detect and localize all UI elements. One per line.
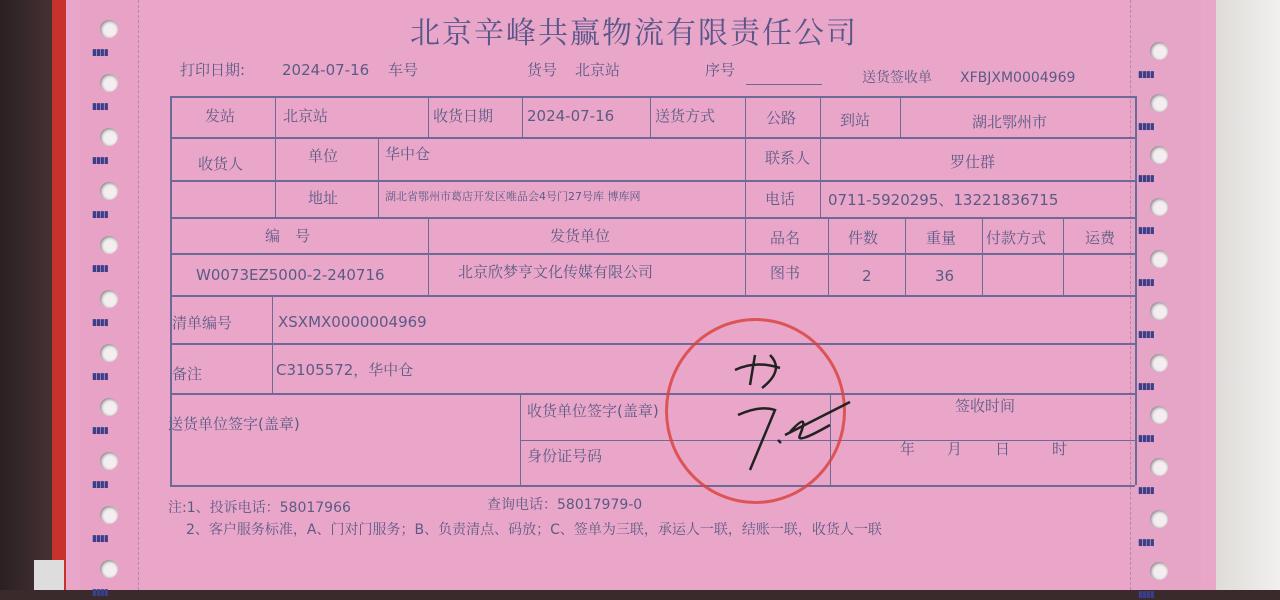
address-label: 地址	[308, 189, 339, 207]
background-left	[0, 0, 60, 590]
table-line	[275, 180, 1135, 181]
table-line	[650, 96, 651, 137]
table-line	[982, 217, 983, 295]
feed-hole	[100, 20, 118, 38]
table-line	[170, 393, 1135, 395]
perforation-mark: ▮▮▮▮	[92, 156, 108, 166]
note-service-standard: 2、客户服务标准，A、门对门服务；B、负责清点、码放；C、签单为三联，承运人一联，结账一联，收货人一联	[186, 522, 882, 538]
table-line	[428, 217, 429, 295]
receive-date-label: 收货日期	[433, 107, 494, 125]
feed-hole	[1150, 510, 1168, 528]
consignee-label: 收货人	[198, 155, 244, 173]
perforation-mark: ▮▮▮▮	[1138, 330, 1154, 340]
perforation-mark: ▮▮▮▮	[1138, 122, 1154, 132]
table-line	[170, 485, 1135, 487]
dest: 湖北鄂州市	[972, 113, 1048, 131]
table-line	[170, 96, 1135, 98]
perforation-mark: ▮▮▮▮	[92, 264, 108, 274]
perforation-mark: ▮▮▮▮	[92, 102, 108, 112]
goods-header-payment: 付款方式	[986, 229, 1047, 247]
time-unit-year: 年	[900, 440, 916, 458]
feed-hole	[100, 128, 118, 146]
phone: 0711-5920295、13221836715	[828, 191, 1059, 209]
goods-header-name: 品名	[770, 229, 801, 247]
perforation-mark: ▮▮▮▮	[1138, 590, 1154, 600]
table-line	[378, 137, 379, 217]
company-title: 北京辛峰共赢物流有限责任公司	[410, 16, 858, 51]
note-query-phone: 查询电话：58017979-0	[487, 497, 643, 513]
table-line	[272, 295, 273, 393]
perforation-mark: ▮▮▮▮	[1138, 70, 1154, 80]
feed-hole	[1150, 94, 1168, 112]
contact-label: 联系人	[765, 149, 811, 167]
perforation-mark: ▮▮▮▮	[92, 48, 108, 58]
feed-hole	[1150, 42, 1168, 60]
delivery-mode: 公路	[766, 109, 797, 127]
feed-hole	[1150, 458, 1168, 476]
serial-label: 序号	[705, 61, 736, 79]
contact: 罗仕群	[950, 153, 996, 171]
goods-header-number: 编 号	[265, 227, 311, 245]
table-line	[522, 96, 523, 137]
remark: C3105572，华中仓	[276, 361, 414, 379]
feed-hole	[1150, 146, 1168, 164]
table-line	[170, 137, 1135, 139]
goods-header-weight: 重量	[926, 229, 957, 247]
serial-underline	[746, 84, 822, 85]
goods-header-shipper: 发货单位	[550, 227, 611, 245]
perforation-mark: ▮▮▮▮	[92, 210, 108, 220]
tractor-feed-right	[1130, 0, 1201, 590]
feed-hole	[1150, 406, 1168, 424]
receipt-no: XFBJXM0004969	[960, 70, 1076, 86]
feed-hole	[100, 452, 118, 470]
table-line	[1135, 96, 1137, 485]
print-date-label: 打印日期:	[180, 61, 246, 79]
goods-name: 图书	[770, 264, 801, 282]
origin-label: 发站	[205, 107, 236, 125]
table-line	[1063, 217, 1064, 295]
goods-header-freight: 运费	[1085, 229, 1116, 247]
perforation-mark: ▮▮▮▮	[92, 480, 108, 490]
goods-shipper: 北京欣梦亨文化传媒有限公司	[458, 263, 654, 281]
table-line	[170, 253, 1135, 255]
table-line	[170, 343, 1135, 345]
perforation-mark: ▮▮▮▮	[1138, 226, 1154, 236]
time-unit-day: 日	[995, 440, 1011, 458]
sender-signature-label: 送货单位签字(盖章)	[168, 415, 300, 433]
feed-hole	[100, 398, 118, 416]
table-line	[170, 295, 1135, 297]
feed-hole	[100, 74, 118, 92]
feed-hole	[100, 344, 118, 362]
table-line	[275, 137, 276, 217]
perforation-mark: ▮▮▮▮	[1138, 278, 1154, 288]
receive-date: 2024-07-16	[527, 107, 615, 125]
origin: 北京站	[283, 107, 329, 125]
feed-hole	[100, 560, 118, 578]
table-line	[900, 96, 901, 137]
time-unit-hour: 时	[1052, 440, 1068, 458]
table-line	[745, 96, 746, 137]
unit: 华中仓	[385, 145, 431, 163]
perforation-mark: ▮▮▮▮	[1138, 382, 1154, 392]
feed-hole	[1150, 562, 1168, 580]
address: 湖北省鄂州市葛店开发区唯品会4号门27号库 博库网	[385, 190, 641, 203]
table-line	[745, 217, 746, 295]
feed-hole	[1150, 302, 1168, 320]
table-line	[905, 217, 906, 295]
goods-header-pieces: 件数	[848, 229, 879, 247]
goods-weight: 36	[935, 267, 955, 285]
perforation-mark: ▮▮▮▮	[1138, 174, 1154, 184]
delivery-mode-label: 送货方式	[655, 107, 716, 125]
print-date: 2024-07-16	[282, 61, 370, 79]
note-complaint-phone: 注:1、投诉电话：58017966	[168, 500, 351, 516]
feed-hole	[1150, 198, 1168, 216]
feed-hole	[100, 182, 118, 200]
list-no: XSXMX0000004969	[278, 313, 427, 331]
phone-label: 电话	[765, 190, 796, 208]
cargo-no-label: 货号	[527, 61, 558, 79]
perforation-mark: ▮▮▮▮	[92, 318, 108, 328]
table-line	[428, 96, 429, 137]
list-no-label: 清单编号	[172, 314, 233, 332]
goods-number: W0073EZ5000-2-240716	[196, 266, 385, 284]
table-line	[520, 393, 521, 485]
perforation-mark: ▮▮▮▮	[92, 372, 108, 382]
feed-hole	[100, 506, 118, 524]
feed-hole	[100, 290, 118, 308]
goods-pieces: 2	[862, 267, 872, 285]
table-line	[828, 217, 829, 295]
unit-label: 单位	[308, 147, 339, 165]
sign-time-label: 签收时间	[955, 397, 1016, 415]
cargo-no: 北京站	[575, 61, 621, 79]
feed-hole	[1150, 354, 1168, 372]
id-number-label: 身份证号码	[527, 447, 603, 465]
table-line	[820, 96, 821, 137]
perforation-mark: ▮▮▮▮	[1138, 486, 1154, 496]
remark-label: 备注	[172, 365, 203, 383]
table-line	[170, 217, 1135, 219]
feed-hole	[100, 236, 118, 254]
receiver-signature-label: 收货单位签字(盖章)	[527, 402, 659, 420]
table-line	[820, 137, 821, 217]
perforation-mark: ▮▮▮▮	[1138, 538, 1154, 548]
white-corner	[34, 560, 64, 590]
time-unit-month: 月	[947, 440, 963, 458]
handwritten-signature	[700, 340, 870, 480]
table-line	[275, 96, 276, 137]
perforation-mark: ▮▮▮▮	[92, 588, 108, 598]
perforation-mark: ▮▮▮▮	[92, 426, 108, 436]
feed-hole	[1150, 250, 1168, 268]
dest-label: 到站	[840, 111, 871, 129]
table-line	[745, 137, 746, 217]
perforation-mark: ▮▮▮▮	[1138, 434, 1154, 444]
receipt-label: 送货签收单	[862, 70, 932, 86]
perforation-mark: ▮▮▮▮	[92, 534, 108, 544]
car-no-label: 车号	[388, 61, 419, 79]
